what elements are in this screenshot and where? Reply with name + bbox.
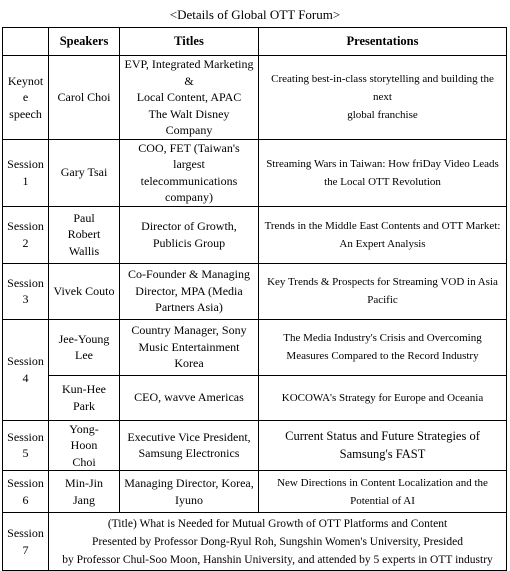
speaker-cell: Yong- Hoon Choi [49,420,120,471]
title-cell: Executive Vice President, Samsung Electronics [120,420,259,471]
session-label: Session 3 [3,263,49,319]
presentation-cell: Creating best-in-class storytelling and building the next global franchise [259,56,507,140]
table-row [3,375,507,420]
speaker-cell: Jee-Young Lee [49,319,120,375]
presentation-cell: Trends in the Middle East Contents and OTT Market: An Expert Analysis [259,206,507,263]
table-caption: <Details of Global OTT Forum> [169,7,341,22]
table-row [3,471,507,513]
speaker-cell: Min-Jin Jang [49,471,120,513]
presentation-cell: Current Status and Future Strategies of Samsung's FAST [259,420,507,471]
session-label: Keynote speech [3,56,49,140]
title-cell: Co-Founder & Managing Director, MPA (Media Partners Asia) [120,263,259,319]
title-cell: Country Manager, Sony Music Entertainment Korea [120,319,259,375]
presentation-cell: New Directions in Content Localization and the Potential of AI [259,471,507,513]
table-row [3,263,507,319]
presentation-cell: The Media Industry's Crisis and Overcoming Measures Compared to the Record Industry [259,319,507,375]
header-titles: Titles [120,28,259,56]
table-row [3,420,507,471]
table-row [3,513,507,571]
session-label: Session 2 [3,206,49,263]
title-cell: CEO, wavve Americas [120,375,259,420]
speaker-cell: Kun-Hee Park [49,375,120,420]
title-cell: EVP, Integrated Marketing & Local Content, APAC The Walt Disney Company [120,56,259,140]
speaker-cell: Carol Choi [49,56,120,140]
session-label: Session 1 [3,139,49,206]
title-cell: Director of Growth, Publicis Group [120,206,259,263]
session-label: Session 6 [3,471,49,513]
session-label: Session 7 [3,513,49,571]
panel-description-cell: (Title) What is Needed for Mutual Growth of OTT Platforms and Content Presented by Professor Dong-Ryul Roh, Sungshin Women's University, Presided by Professor Chul-Soo Moon, Hanshin University, and attended by 5 experts in OTT industry [49,513,507,571]
header-presentations: Presentations [259,28,507,56]
table-row [3,139,507,206]
header-row [3,28,507,56]
presentation-cell: Key Trends & Prospects for Streaming VOD in Asia Pacific [259,263,507,319]
table-row [3,206,507,263]
title-cell: Managing Director, Korea, Iyuno [120,471,259,513]
speaker-cell: Paul Robert Wallis [49,206,120,263]
table-row [3,56,507,140]
forum-table [2,27,507,571]
header-session [3,28,49,56]
presentation-cell: Streaming Wars in Taiwan: How friDay Video Leads the Local OTT Revolution [259,139,507,206]
speaker-cell: Vivek Couto [49,263,120,319]
session-label: Session 4 [3,319,49,420]
session-label: Session 5 [3,420,49,471]
speaker-cell: Gary Tsai [49,139,120,206]
header-speakers: Speakers [49,28,120,56]
title-cell: COO, FET (Taiwan's largest telecommunications company) [120,139,259,206]
presentation-cell: KOCOWA's Strategy for Europe and Oceania [259,375,507,420]
table-row [3,319,507,375]
